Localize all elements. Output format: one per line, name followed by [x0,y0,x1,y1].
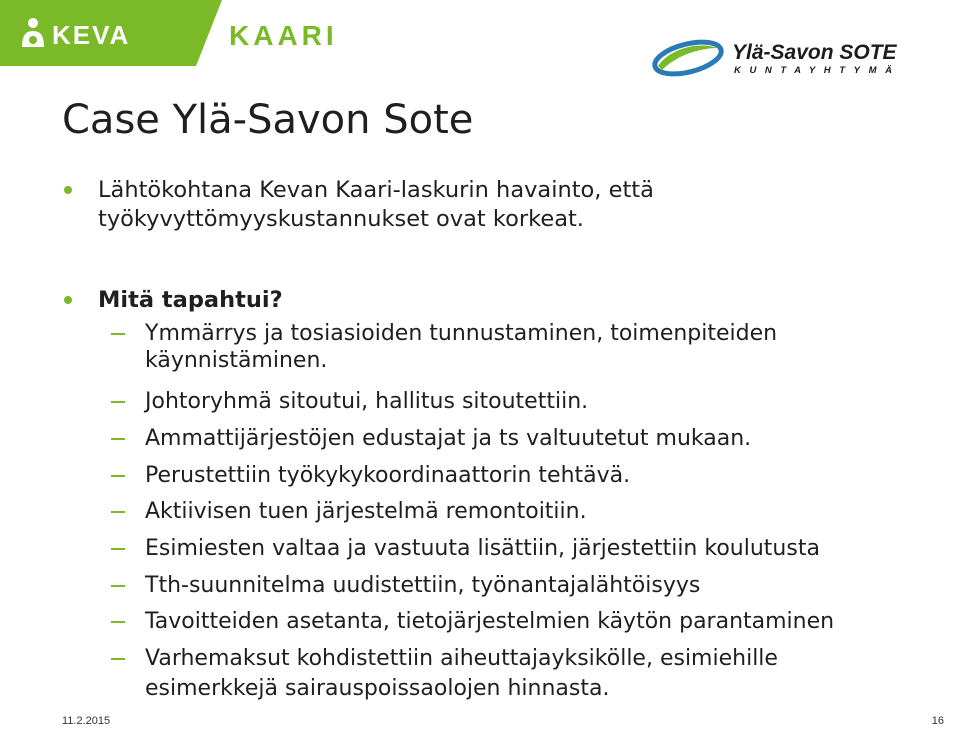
sub-bullet-text: Esimiesten valtaa ja vastuuta lisättiin, järjestettiin koulutusta [145,536,820,561]
dash-icon [111,621,125,623]
dash-icon [111,475,125,477]
dash-icon [111,333,125,335]
dash-icon [111,438,125,440]
sub-bullet-text: Aktiivisen tuen järjestelmä remontoitiin. [145,499,587,524]
bullet-item [98,286,283,315]
sote-logo-name: Ylä-Savon SOTE [732,41,897,64]
dash-icon [111,658,125,660]
keva-logo-tab [0,0,222,66]
sub-bullet-text: Tavoitteiden asetanta, tietojärjestelmien käytön parantaminen [145,609,835,634]
sub-bullet-item [145,496,587,527]
dash-icon [111,548,125,550]
sub-bullet-text: esimerkkejä sairauspoissaolojen hinnasta. [145,676,610,701]
sub-bullet-item [145,460,630,491]
dash-icon [111,401,125,403]
sote-logo-subtitle: KUNTAYHTYMÄ [734,65,901,76]
sub-bullet-text: Ymmärrys ja tosiasioiden tunnustaminen, toimenpiteiden [145,321,778,346]
sub-bullet-text: Johtoryhmä sitoutui, hallitus sitoutettiin. [145,389,589,414]
sub-bullet-item [145,423,751,454]
bullet-text-line: Lähtökohtana Kevan Kaari-laskurin havainto, että [98,177,654,203]
sub-bullet-text: käynnistäminen. [145,348,328,373]
bullet-text-line: työkyvyttömyyskustannukset ovat korkeat. [98,206,584,232]
sub-bullet-text: Ammattijärjestöjen edustajat ja ts valtuutetut mukaan. [145,426,752,451]
yla-savon-sote-logo [652,36,942,84]
sub-bullet-text: Perustettiin työkykykoordinaattorin tehtävä. [145,463,631,488]
sub-bullet-item [145,606,834,637]
bullet-dot-icon [64,186,72,194]
dash-icon [111,511,125,513]
bullet-item [98,176,858,234]
sub-bullet-continuation [145,673,609,704]
sub-bullet-text: Varhemaksut kohdistettiin aiheuttajayksikölle, esimiehille [145,646,778,671]
sub-bullet-text: Tth-suunnitelma uudistettiin, työnantajalähtöisyys [145,573,701,598]
bullet-dot-icon [64,296,72,304]
sub-bullet-continuation [145,345,327,376]
kaari-logo: KAARI [229,20,338,51]
slide-title: Case Ylä-Savon Sote [62,97,474,143]
sub-bullet-item [145,570,700,601]
sub-bullet-item [145,533,820,564]
bullet-heading: Mitä tapahtui? [98,287,283,313]
sub-bullet-item [145,386,588,417]
keva-person-icon [20,17,46,49]
sub-bullet-item [145,643,778,674]
keva-logo-text: KEVA [52,20,131,50]
sote-swoosh-icon [652,36,724,80]
page-number: 16 [931,715,944,727]
footer-date: 11.2.2015 [62,715,111,727]
dash-icon [111,585,125,587]
